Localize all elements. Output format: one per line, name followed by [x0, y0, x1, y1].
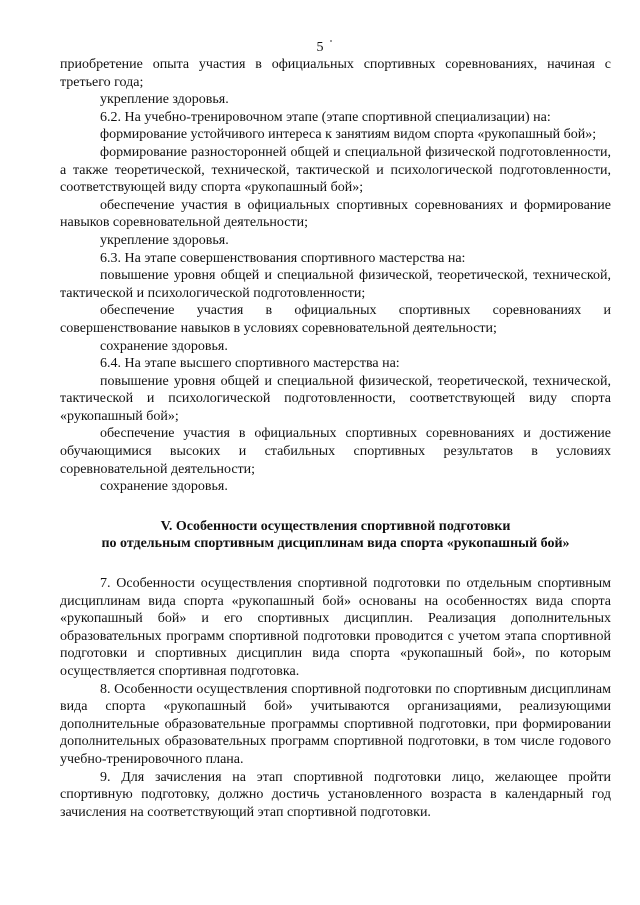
paragraph: сохранение здоровья.: [100, 338, 228, 354]
section-heading-line-2: по отдельным спортивным дисциплинам вида спорта «рукопашный бой»: [101, 536, 570, 552]
page-number: 5: [316, 40, 324, 55]
paragraph: повышение уровня общей и специальной физической, теоретической, технической, тактической и психологической подготовленности, соответствующей виду спорта «рукопашный бой»;: [60, 373, 611, 424]
paragraph: обеспечение участия в официальных спортивных соревнованиях и формирование навыков соревновательной деятельности;: [60, 197, 611, 231]
paragraph: 9. Для зачисления на этап спортивной подготовки лицо, желающее пройти спортивную подготовку, должно достичь установленного возраста в календарный год зачисления на соответствующий этап спортивной подготовки.: [60, 769, 611, 820]
paragraph: повышение уровня общей и специальной физической, теоретической, технической, тактической и психологической подготовленности;: [60, 268, 611, 301]
paragraph: сохранение здоровья.: [100, 479, 228, 495]
section-heading: [60, 518, 611, 553]
paragraph: 8. Особенности осуществления спортивной подготовки по спортивным дисциплинам вида спорта «рукопашный бой» учитываются организациями, реализующими дополнительные образовательные программы спортивной подготовки, при формировании дополнительных образовательных программ спортивной подготовки, в том числе годового учебно-тренировочного плана.: [60, 681, 611, 767]
paragraph: 7. Особенности осуществления спортивной подготовки по отдельным спортивным дисциплинам вида спорта «рукопашный бой» основаны на особенностях вида спорта «рукопашный бой» и его спортивных дисциплин. Реализация дополнительных образовательных программ спортивной подготовки проводится с учетом этапа спортивной подготовки и спортивных дисциплин вида спорта «рукопашный бой», по которым осуществляется спортивная подготовка.: [60, 576, 611, 679]
paragraph: формирование разносторонней общей и специальной физической подготовленности, а также теоретической, технической, тактической и психологической подготовленности, соответствующей виду спорта «рукопашный бой»;: [60, 144, 611, 196]
paragraph: 6.2. На учебно-тренировочном этапе (этапе спортивной специализации) на:: [100, 109, 551, 125]
paragraph: 6.3. На этапе совершенствования спортивного мастерства на:: [100, 250, 466, 266]
paragraph: формирование устойчивого интереса к занятиям видом спорта «рукопашный бой»;: [100, 127, 597, 143]
paragraph: приобретение опыта участия в официальных спортивных соревнованиях, начиная с третьего года;: [60, 57, 611, 90]
paragraph: обеспечение участия в официальных спортивных соревнованиях и совершенствование навыков в условиях соревновательной деятельности;: [60, 303, 611, 336]
section-heading-line-1: V. Особенности осуществления спортивной подготовки: [160, 518, 511, 534]
paragraph: 6.4. На этапе высшего спортивного мастерства на:: [100, 356, 400, 372]
paragraph: обеспечение участия в официальных спортивных соревнованиях и достижение обучающимися высоких и стабильных спортивных результатов в условиях соревновательной деятельности;: [60, 426, 611, 477]
paragraph: укрепление здоровья.: [100, 232, 229, 248]
paragraph: укрепление здоровья.: [100, 92, 229, 108]
document-body: [60, 56, 611, 821]
